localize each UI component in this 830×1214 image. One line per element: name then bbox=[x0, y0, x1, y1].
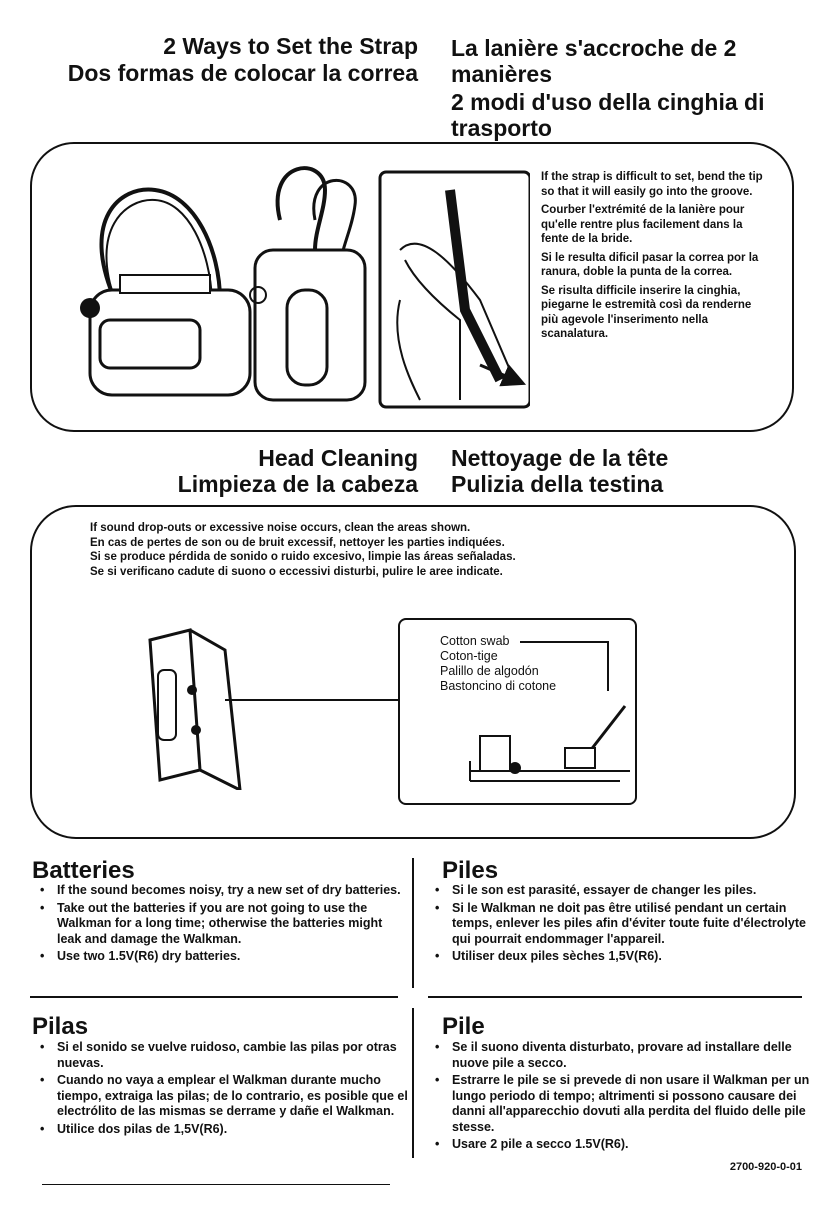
strap-note bbox=[541, 170, 769, 342]
pilas-list bbox=[35, 1040, 412, 1139]
list-item: • Estrarre le pile se si prevede di non usare il Walkman per un lungo periodo di tempo; altrimenti si possono causare dei danni all'apparecchio dovuti alla perdita del fluido delle pile stesse. bbox=[452, 1073, 827, 1135]
pilas-title: Pilas bbox=[32, 1013, 89, 1040]
cleaning-intro bbox=[90, 521, 730, 579]
swab-label-es: Palillo de algodón bbox=[440, 664, 539, 678]
batteries-title: Batteries bbox=[32, 857, 135, 884]
strap-title-it: 2 modi d'uso della cinghia di trasporto bbox=[451, 89, 765, 141]
divider bbox=[428, 996, 802, 998]
cleaning-intro-en: If sound drop-outs or excessive noise occurs, clean the areas shown. bbox=[90, 522, 471, 534]
strap-title-en: 2 Ways to Set the Strap bbox=[163, 33, 418, 59]
swab-label-it: Bastoncino di cotone bbox=[440, 679, 557, 693]
list-item: • Use two 1.5V(R6) dry batteries. bbox=[57, 949, 407, 965]
list-item: • Si le Walkman ne doit pas être utilisé pendant un certain temps, enlever les piles afin d'éviter toute fuite d'électrolyte qui pourrait endommager l'appareil. bbox=[452, 901, 822, 948]
column-divider bbox=[412, 858, 414, 988]
strap-illustrations bbox=[60, 150, 530, 420]
strap-note-fr: Courber l'extrémité de la lanière pour qu'elle rentre plus facilement dans la fente de la bride. bbox=[541, 204, 745, 245]
strap-note-es: Si le resulta dificil pasar la correa por la ranura, doble la punta de la correa. bbox=[541, 251, 759, 278]
strap-title-fr: La lanière s'accroche de 2 manières bbox=[451, 35, 737, 87]
swab-label-en: Cotton swab bbox=[440, 634, 510, 648]
list-item: • Take out the batteries if you are not going to use the Walkman for a long time; otherwise the batteries might leak and damage the Walkman. bbox=[57, 901, 407, 948]
list-item: • Si el sonido se vuelve ruidoso, cambie las pilas por otras nuevas. bbox=[57, 1040, 412, 1071]
column-divider bbox=[412, 1008, 414, 1158]
piles-title: Piles bbox=[442, 857, 499, 884]
divider bbox=[30, 996, 398, 998]
list-item: • Utiliser deux piles sèches 1,5V(R6). bbox=[452, 949, 822, 965]
list-item: • Cuando no vaya a emplear el Walkman durante mucho tiempo, extraiga las pilas; de lo contrario, es posible que el electrólito de las mismas se derrame y dañe el Walkman. bbox=[57, 1073, 412, 1120]
list-item: • If the sound becomes noisy, try a new set of dry batteries. bbox=[57, 883, 407, 899]
swab-label-fr: Coton-tige bbox=[440, 649, 498, 663]
cleaning-title-fr: Nettoyage de la tête bbox=[451, 445, 669, 471]
list-item: • Si le son est parasité, essayer de changer les piles. bbox=[452, 883, 822, 899]
footer-code: 2700-920-0-01 bbox=[729, 1161, 802, 1173]
strap-note-it: Se risulta difficile inserire la cinghia, piegarne le estremità così da renderne più agevole l'inserimento nella scanalatura. bbox=[541, 284, 752, 340]
list-item: • Usare 2 pile a secco 1.5V(R6). bbox=[452, 1137, 827, 1153]
cleaning-title-es: Limpieza de la cabeza bbox=[177, 471, 418, 497]
batteries-list bbox=[35, 883, 407, 967]
cleaning-illustration bbox=[130, 620, 400, 790]
piles-list bbox=[430, 883, 822, 967]
strap-title-es: Dos formas de colocar la correa bbox=[67, 60, 418, 86]
list-item: • Se il suono diventa disturbato, provare ad installare delle nuove pile a secco. bbox=[452, 1040, 827, 1071]
pile-list bbox=[430, 1040, 827, 1155]
cleaning-intro-it: Se si verificano cadute di suono o eccessivi disturbi, pulire le aree indicate. bbox=[90, 565, 503, 578]
bottom-rule bbox=[42, 1184, 390, 1185]
cleaning-title-it: Pulizia della testina bbox=[451, 471, 664, 497]
list-item: • Utilice dos pilas de 1,5V(R6). bbox=[57, 1122, 412, 1138]
pile-title: Pile bbox=[442, 1013, 485, 1040]
cleaning-intro-es: Si se produce pérdida de sonido o ruido excesivo, limpie las áreas señaladas. bbox=[90, 551, 516, 563]
strap-note-en: If the strap is difficult to set, bend the tip so that it will easily go into the groove. bbox=[541, 171, 763, 198]
cleaning-intro-fr: En cas de pertes de son ou de bruit excessif, nettoyer les parties indiquées. bbox=[90, 536, 505, 549]
swab-illustration bbox=[410, 636, 630, 796]
cleaning-title-en: Head Cleaning bbox=[258, 445, 418, 471]
